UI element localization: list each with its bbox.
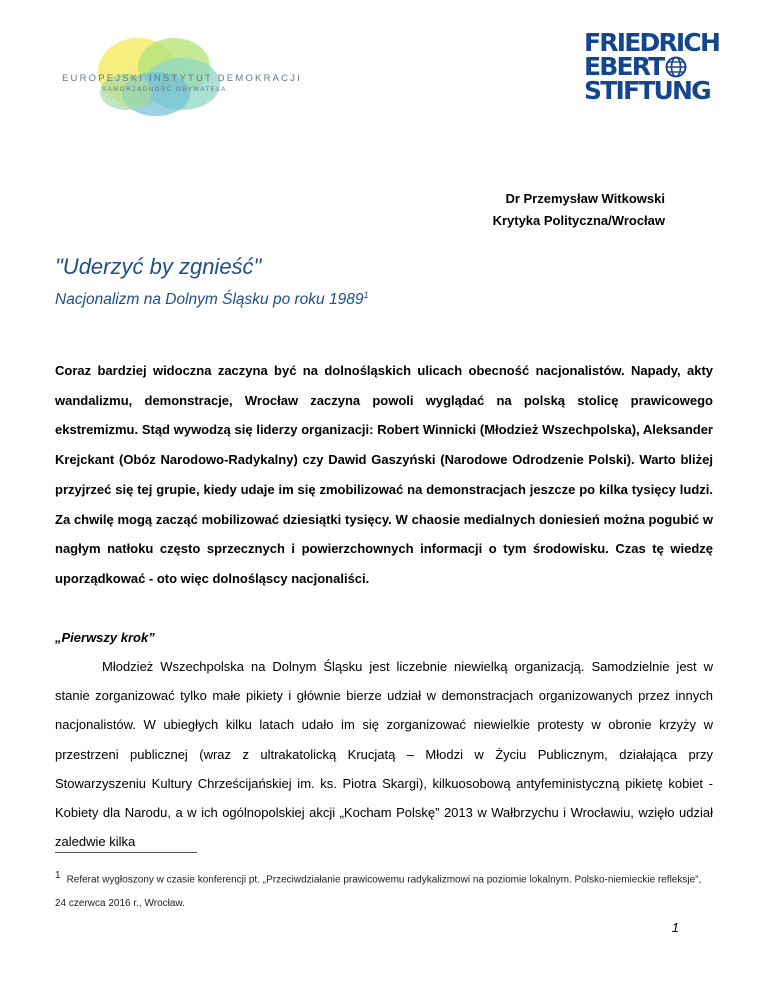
author-block <box>493 188 665 232</box>
footnote-text: Referat wygłoszony w czasie konferencji pt. „Przeciwdziałanie prawicowemu radykalizmowi na poziomie lokalnym. Polsko-niemieckie refleksje”, 24 czerwca 2016 r., Wrocław. <box>55 874 702 910</box>
section-heading: „Pierwszy krok” <box>55 630 155 645</box>
footnote-number: 1 <box>55 870 61 881</box>
document-subtitle <box>55 290 368 309</box>
fes-logo-word3: STIFTUNG <box>584 76 710 105</box>
fes-logo-word1: FRIEDRICH <box>584 28 720 57</box>
document-title: "Uderzyć by zgnieść" <box>55 254 262 279</box>
author-affiliation: Krytyka Polityczna/Wrocław <box>492 213 665 228</box>
globe-icon <box>665 56 687 78</box>
fes-logo <box>584 28 724 105</box>
author-name: Dr Przemysław Witkowski <box>505 191 665 206</box>
fes-logo-word2: EBERT <box>584 52 664 81</box>
footnote-divider <box>55 852 197 853</box>
lead-paragraph: Coraz bardziej widoczna zaczyna być na dolnośląskich ulicach obecność nacjonalistów. Napady, akty wandalizmu, demonstracje, Wrocław zaczyna powoli wyglądać na polską stolicę prawicowego ekstremizmu. Stąd wywodzą się liderzy organizacji: Robert Winnicki (Młodzież Wszechpolska), Aleksander Krejckant (Obóz Narodowo-Radykalny) czy Dawid Gaszyński (Narodowe Odrodzenie Polski). Warto bliżej przyjrzeć się tej grupie, kiedy udaje im się zmobilizować na demonstracjach jeszcze po kilka tysięcy ludzi. Za chwilę mogą zacząć mobilizować dziesiątki tysięcy. W chaosie medialnych doniesień można pogubić w nagłym natłoku często sprzecznych i powierzchownych informacji o tym środowisku. Czas tę wiedzę uporządkować - oto więc dolnośląscy nacjonaliści. <box>55 363 713 586</box>
eid-logo-line2: SAMORZĄDNOŚĆ OBYWATELA <box>102 87 227 93</box>
body-paragraph: Młodzież Wszechpolska na Dolnym Śląsku jest liczebnie niewielką organizacją. Samodzielnie jest w stanie zorganizować tylko małe pikiety i głównie bierze udział w demonstracjach organizowanych przez innych nacjonalistów. W ubiegłych kilku latach udało im się zorganizować niewielkie protesty w obronie krzyży w przestrzeni publicznej (wraz z ultrakatolicką Krucjatą – Młodzi w Życiu Publicznym, działająca przy Stowarzyszeniu Kultury Chrześcijańskiej im. ks. Piotra Skargi), kilkuosobową antyfeministyczną pikietę kobiet - Kobiety dla Narodu, a w ich ogólnopolskiej akcji „Kocham Polskę” 2013 w Wałbrzychu i Wrocławiu, wzięło udział zaledwie kilka <box>55 659 713 850</box>
page-number: 1 <box>671 920 679 935</box>
eid-logo-line1: EUROPEJSKI INSTYTUT DEMOKRACJI <box>62 73 303 84</box>
footnote-reference[interactable]: 1 <box>363 290 369 300</box>
footnote <box>55 864 713 916</box>
subtitle-text: Nacjonalizm na Dolnym Śląsku po roku 1989 <box>55 291 364 309</box>
eid-logo <box>56 26 303 126</box>
